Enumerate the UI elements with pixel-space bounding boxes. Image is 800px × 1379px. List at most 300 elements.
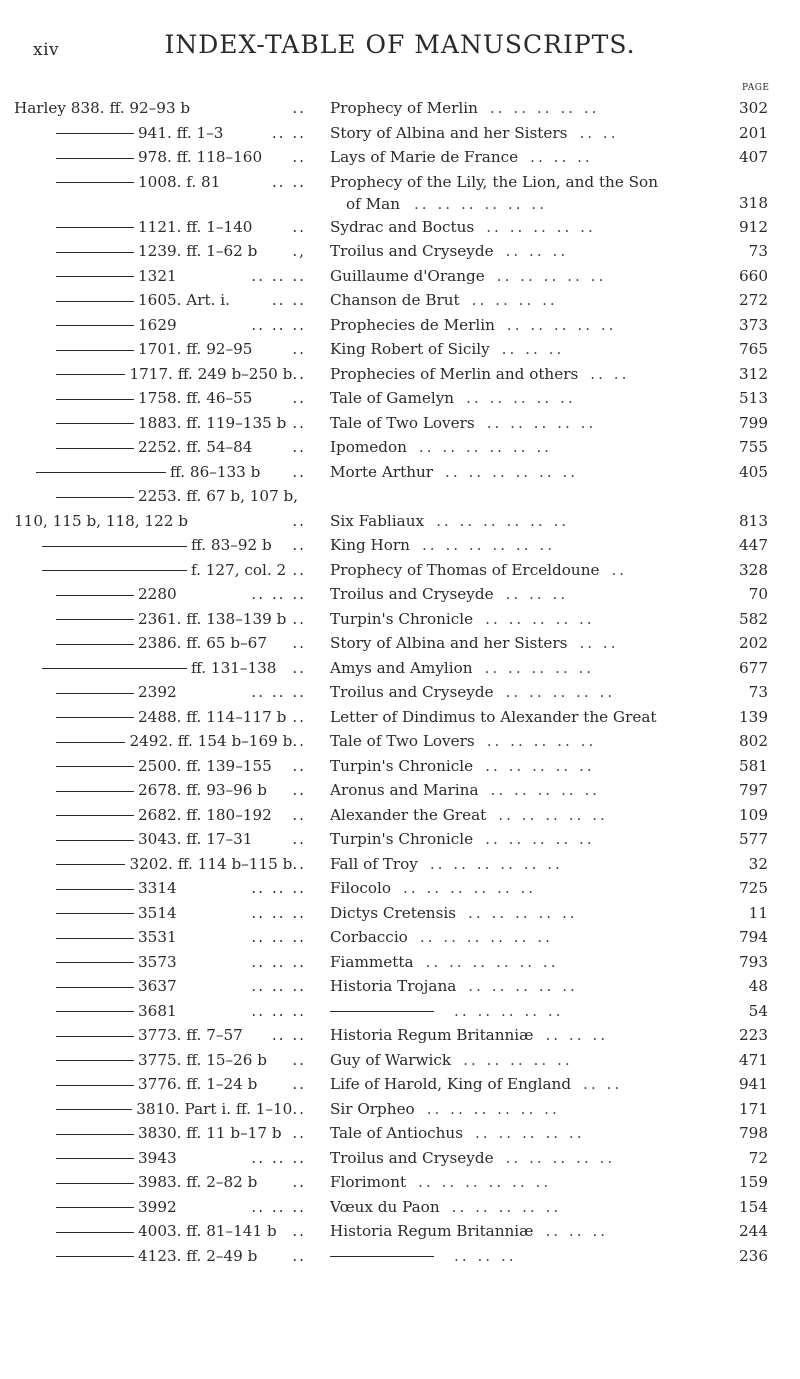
work-title-text: Corbaccio [330,928,408,946]
dot-separator: .. [292,413,306,432]
manuscript-ref [14,631,314,656]
dot-leader: .. .. .. .. .. [490,781,601,799]
dot-leader: .. .. .. .. .. [468,977,578,995]
dot-separator: .. [292,364,306,383]
work-title-text: Amys and Amylion [330,658,473,677]
dot-leader: .. .. .. .. .. [463,1050,573,1069]
manuscript-ref-text: 1008. f. 81 [138,172,221,191]
work-title [330,1219,720,1244]
ditto-rule [56,840,134,841]
manuscript-ref [14,1121,314,1146]
dot-separator: ., [292,242,306,260]
index-row [14,1170,768,1195]
dot-leader: .. .. .. [545,1222,609,1240]
work-title-text: Guillaume d'Orange [330,266,485,285]
ditto-rule [56,791,134,792]
ditto-rule [56,619,134,620]
manuscript-ref-text: 3992 [138,1197,177,1216]
page-number: xiv [33,40,60,60]
work-title-text: Letter of Dindimus to Alexander the Great [330,707,657,726]
dot-separator: .. .. .. [251,1197,306,1216]
dot-leader: .. .. [579,634,619,652]
work-title-text: Morte Arthur [330,462,434,481]
manuscript-ref [14,1097,314,1122]
page-ref: 171 [739,1099,768,1118]
dot-leader: .. .. .. .. .. .. [403,879,537,897]
dot-separator: .. [292,1075,306,1093]
dot-leader: .. .. .. .. .. [486,217,596,236]
dot-leader: .. .. [579,123,619,142]
work-title [330,533,720,558]
ditto-rule [56,423,134,424]
manuscript-ref-text: 3573 [138,952,177,971]
ditto-rule [56,252,134,253]
work-title-text: Dictys Cretensis [330,903,457,922]
manuscript-ref [14,288,314,313]
page-ref: 318 [739,193,768,212]
dot-separator: .. [292,830,306,848]
manuscript-ref-text: 978. ff. 118–160 [138,148,263,166]
page-ref: 582 [739,609,768,628]
work-title-text: Turpin's Chronicle [330,830,474,848]
ditto-rule [56,987,134,988]
page-ref: 581 [739,756,768,775]
manuscript-ref-text: 3810. Part i. ff. 1–10 [136,1099,293,1118]
ditto-rule [56,766,134,767]
work-title [330,145,720,170]
manuscript-ref [14,827,314,852]
manuscript-ref [14,680,314,705]
work-title-text: Troilus and Cryseyde [330,1148,494,1167]
manuscript-ref [14,1195,314,1220]
work-title-text: Tale of Gamelyn [330,389,455,407]
page-ref: 159 [739,1173,768,1191]
work-title-text: King Robert of Sicily [330,340,490,358]
ditto-rule [330,1011,434,1012]
dot-separator: .. [292,148,306,166]
manuscript-ref-text: 2252. ff. 54–84 [138,438,253,456]
work-title [330,1072,720,1097]
page-ref: 471 [739,1050,768,1069]
manuscript-ref-text: 1605. Art. i. [138,291,230,309]
index-row [14,656,768,681]
work-title-text: Troilus and Cryseyde [330,683,494,701]
dot-leader: .. .. .. [505,242,569,260]
work-title [330,1170,720,1195]
manuscript-ref-text: 1239. ff. 1–62 b [138,242,258,260]
work-title [330,215,720,240]
dot-leader: .. .. .. .. .. .. [418,1173,552,1191]
page-ref: 660 [739,266,768,285]
manuscript-ref-text: 3202. ff. 114 b–115 b [129,854,293,873]
dot-separator: .. [292,1050,306,1069]
work-title [330,827,720,852]
work-title-text: Story of Albina and her Sisters [330,123,568,142]
work-title [330,876,720,901]
ditto-rule [42,668,187,669]
dot-separator: .. [292,732,306,750]
page-ref: 513 [739,389,768,407]
dot-separator: .. .. [271,172,306,191]
work-title-text: Guy of Warwick [330,1050,452,1069]
index-row [14,876,768,901]
ditto-rule [56,1232,134,1233]
dot-separator: .. [292,854,306,873]
dot-separator: .. [292,462,306,481]
page-ref: 236 [739,1246,768,1265]
dot-leader: .. .. .. .. .. .. [413,194,548,213]
work-title-text: Tale of Two Lovers [330,732,475,750]
ditto-rule [56,1011,134,1012]
ditto-rule [56,399,134,400]
manuscript-ref-text: 1717. ff. 249 b–250 b [129,364,293,383]
work-title-text: King Horn [330,536,410,554]
dot-leader: .. .. .. .. .. [505,1148,616,1167]
page-ref: 798 [739,1124,768,1142]
manuscript-ref-text: 1321 [138,266,177,285]
index-row [14,337,768,362]
manuscript-ref-text: 941. ff. 1–3 [138,123,224,142]
manuscript-ref-text: Harley 838. ff. 92–93 b [14,99,191,117]
page-ref: 109 [739,805,768,824]
manuscript-ref-text: 4123. ff. 2–49 b [138,1246,258,1265]
dot-separator: .. [292,389,306,407]
ditto-rule [56,158,134,159]
index-row [14,1244,768,1269]
index-row [14,999,768,1024]
page-ref: 73 [748,683,768,701]
manuscript-ref [14,145,314,170]
index-row [14,778,768,803]
index-row [14,1048,768,1073]
manuscript-ref [14,558,314,583]
work-title-text: Turpin's Chronicle [330,609,474,628]
manuscript-ref [14,656,314,681]
index-row [14,852,768,877]
manuscript-ref [14,607,314,632]
page-ref: 201 [739,123,768,142]
index-row [14,386,768,411]
dot-separator: .. .. .. [251,683,306,701]
dot-leader: .. [611,560,628,579]
ditto-rule [56,962,134,963]
page-ref: 272 [739,291,768,309]
work-title-text: Prophecy of Thomas of Erceldoune [330,560,600,579]
dot-separator: .. .. [271,123,306,142]
dot-leader: .. .. .. .. .. [466,389,576,407]
index-row [14,1195,768,1220]
work-title [330,288,720,313]
dot-separator: .. .. [271,1026,306,1044]
page-ref: 797 [739,781,768,799]
manuscript-ref [14,925,314,950]
manuscript-ref [14,460,314,485]
manuscript-ref-text: 2678. ff. 93–96 b [138,781,268,799]
dot-leader: .. .. .. .. .. .. [436,511,570,530]
manuscript-ref [14,386,314,411]
work-title-text: Six Fabliaux [330,511,425,530]
dot-leader: .. .. .. [454,1246,517,1265]
dot-leader: .. .. .. .. .. [468,903,578,922]
page-ref: 48 [748,977,768,995]
manuscript-ref-text: 2682. ff. 180–192 [138,805,272,824]
dot-leader: .. .. .. .. .. [485,756,595,775]
dot-leader: .. .. .. .. .. [486,732,597,750]
page-ref: 793 [739,952,768,971]
work-title [330,582,720,607]
work-title-text: Sydrac and Boctus [330,217,475,236]
dot-leader: .. .. .. .. .. [485,830,595,848]
dot-separator: .. .. .. [251,315,306,334]
work-title-text: Historia Trojana [330,977,457,995]
manuscript-ref [14,1219,314,1244]
dot-separator: .. .. .. [251,1148,306,1167]
manuscript-ref-text: 2386. ff. 65 b–67 [138,634,268,652]
work-title [330,1121,720,1146]
dot-separator: .. [292,1173,306,1191]
work-title [330,558,720,583]
work-title-text: Story of Albina and her Sisters [330,634,568,652]
manuscript-ref [14,876,314,901]
manuscript-ref-text: 3776. ff. 1–24 b [138,1075,258,1093]
dot-leader: .. .. .. .. .. .. [419,928,553,946]
manuscript-ref-text: 110, 115 b, 118, 122 b [14,511,189,530]
page-ref: 447 [739,536,768,554]
dot-leader: .. .. .. [501,340,565,358]
manuscript-ref [14,999,314,1024]
page-ref: 912 [739,217,768,236]
page-ref: 725 [739,879,768,897]
ditto-rule [56,1134,134,1135]
ditto-rule [56,889,134,890]
work-title [330,1146,720,1171]
work-title [330,852,720,877]
manuscript-ref-text: 3314 [138,879,177,897]
page-ref: 223 [739,1026,768,1044]
manuscript-ref [14,1072,314,1097]
manuscript-index-table [14,96,768,1268]
work-title-text: Historia Regum Britanniæ [330,1222,534,1240]
work-title [330,1244,720,1269]
dot-separator: .. [292,217,306,236]
dot-separator: .. [292,1222,306,1240]
dot-leader: .. .. .. [545,1026,609,1044]
work-title [330,386,720,411]
dot-separator: .. [292,756,306,775]
page-ref: 312 [739,364,768,383]
page-ref: 302 [739,99,768,117]
index-row [14,1146,768,1171]
work-title-text: Chanson de Brut [330,291,460,309]
dot-leader: .. .. .. .. .. [451,1197,562,1216]
work-title-text: Ipomedon [330,438,407,456]
ditto-rule [56,301,134,302]
dot-leader: .. .. .. [505,585,569,603]
work-title-continuation [346,192,547,217]
manuscript-ref [14,901,314,926]
page-ref: 328 [739,560,768,579]
dot-separator: .. [292,1246,306,1265]
manuscript-ref [14,1048,314,1073]
page-ref: 73 [748,242,768,260]
work-title-text: Alexander the Great [330,805,487,824]
index-row [14,974,768,999]
dot-leader: .. .. .. .. .. [486,413,597,432]
manuscript-ref-text: 2280 [138,585,177,603]
dot-separator: .. [292,438,306,456]
index-row [14,96,768,121]
dot-separator: .. [292,536,306,554]
ditto-rule [56,717,134,718]
dot-leader: .. .. .. .. .. .. [421,536,556,554]
index-row [14,754,768,779]
ditto-rule [56,448,134,449]
work-title [330,950,720,975]
work-title [330,705,720,730]
page-ref: 54 [748,1001,768,1020]
index-row [14,239,768,264]
work-title-text: Fall of Troy [330,854,418,873]
dot-separator: .. .. .. [251,903,306,922]
manuscript-ref [14,974,314,999]
dot-leader: .. .. .. .. .. .. [445,462,579,481]
index-row [14,145,768,170]
work-title-text: Filocolo [330,879,392,897]
index-row [14,411,768,436]
manuscript-ref-text: 3773. ff. 7–57 [138,1026,243,1044]
ditto-rule [56,815,134,816]
work-title [330,729,720,754]
page-ref: 799 [739,413,768,432]
index-row [14,803,768,828]
manuscript-ref-text: 3681 [138,1001,177,1020]
ditto-rule [56,913,134,914]
ditto-rule [56,1256,134,1257]
dot-separator: .. [292,781,306,799]
work-title-text: Vœux du Paon [330,1197,440,1216]
dot-separator: .. [292,99,306,117]
dot-leader: .. .. .. [530,148,593,166]
manuscript-ref-text: 1121. ff. 1–140 [138,217,253,236]
work-title-text: Sir Orpheo [330,1099,415,1118]
ditto-rule [330,1256,434,1257]
manuscript-ref [14,337,314,362]
work-title [330,778,720,803]
manuscript-ref-text: 3043. ff. 17–31 [138,830,253,848]
ditto-rule [56,182,134,183]
dot-leader: .. .. .. .. .. [496,266,607,285]
work-title [330,1023,720,1048]
manuscript-ref-text: ff. 131–138 [191,658,277,677]
index-row [14,1072,768,1097]
index-row [14,607,768,632]
manuscript-ref-text: 4003. ff. 81–141 b [138,1222,277,1240]
dot-leader: .. .. [590,364,630,383]
index-row [14,484,768,509]
work-title-continuation-text: of Man [346,194,400,213]
manuscript-ref [14,362,314,387]
page-ref: 139 [739,707,768,726]
ditto-rule [56,1158,134,1159]
manuscript-ref [14,411,314,436]
index-row [14,460,768,485]
ditto-rule [56,497,134,498]
work-title [330,337,720,362]
manuscript-ref [14,484,314,509]
index-row [14,121,768,146]
index-row [14,631,768,656]
manuscript-ref [14,1146,314,1171]
page-ref: 72 [748,1148,768,1167]
ditto-rule [56,742,125,743]
index-row [14,264,768,289]
work-title-text: Life of Harold, King of England [330,1075,572,1093]
index-row [14,1121,768,1146]
manuscript-ref-text: 1629 [138,315,177,334]
work-title-text: Prophecy of Merlin [330,99,478,117]
page-ref: 70 [748,585,768,603]
dot-leader: .. .. .. .. .. .. [418,438,552,456]
manuscript-ref-text: 3983. ff. 2–82 b [138,1173,258,1191]
page-ref: 407 [739,148,768,166]
manuscript-ref [14,170,314,195]
dot-leader: .. .. .. .. [471,291,558,309]
work-title [330,631,720,656]
work-title [330,901,720,926]
index-row [14,362,768,387]
dot-separator: .. .. .. [251,585,306,603]
page-ref: 244 [739,1222,768,1240]
work-title [330,803,720,828]
dot-separator: .. [292,658,306,677]
ditto-rule [56,864,125,865]
ditto-rule [56,1183,134,1184]
manuscript-ref [14,950,314,975]
work-title [330,680,720,705]
manuscript-ref-text: 2392 [138,683,177,701]
dot-leader: .. .. .. .. .. [485,609,595,628]
page-ref: 154 [739,1197,768,1216]
ditto-rule [56,693,134,694]
page-ref: 941 [739,1075,768,1093]
manuscript-ref [14,1244,314,1269]
index-row [14,215,768,240]
work-title [330,974,720,999]
manuscript-ref [14,313,314,338]
index-row [14,288,768,313]
manuscript-ref-text: 3531 [138,928,177,946]
dot-separator: .. [292,1099,306,1118]
manuscript-ref [14,264,314,289]
dot-separator: .. [292,1124,306,1142]
manuscript-ref [14,239,314,264]
index-row [14,705,768,730]
dot-leader: .. .. .. .. .. .. [429,854,563,873]
manuscript-ref [14,96,314,121]
dot-leader: .. .. .. .. .. [489,99,600,117]
work-title [330,1195,720,1220]
manuscript-ref-text: 2488. ff. 114–117 b [138,707,287,726]
manuscript-ref-text: 3637 [138,977,177,995]
work-title [330,509,720,534]
ditto-rule [56,325,134,326]
manuscript-ref-text: 3830. ff. 11 b–17 b [138,1124,282,1142]
work-title-text: Florimont [330,1173,407,1191]
manuscript-ref [14,1170,314,1195]
dot-leader: .. .. .. .. .. .. [426,1099,560,1118]
work-title [330,435,720,460]
work-title [330,1097,720,1122]
